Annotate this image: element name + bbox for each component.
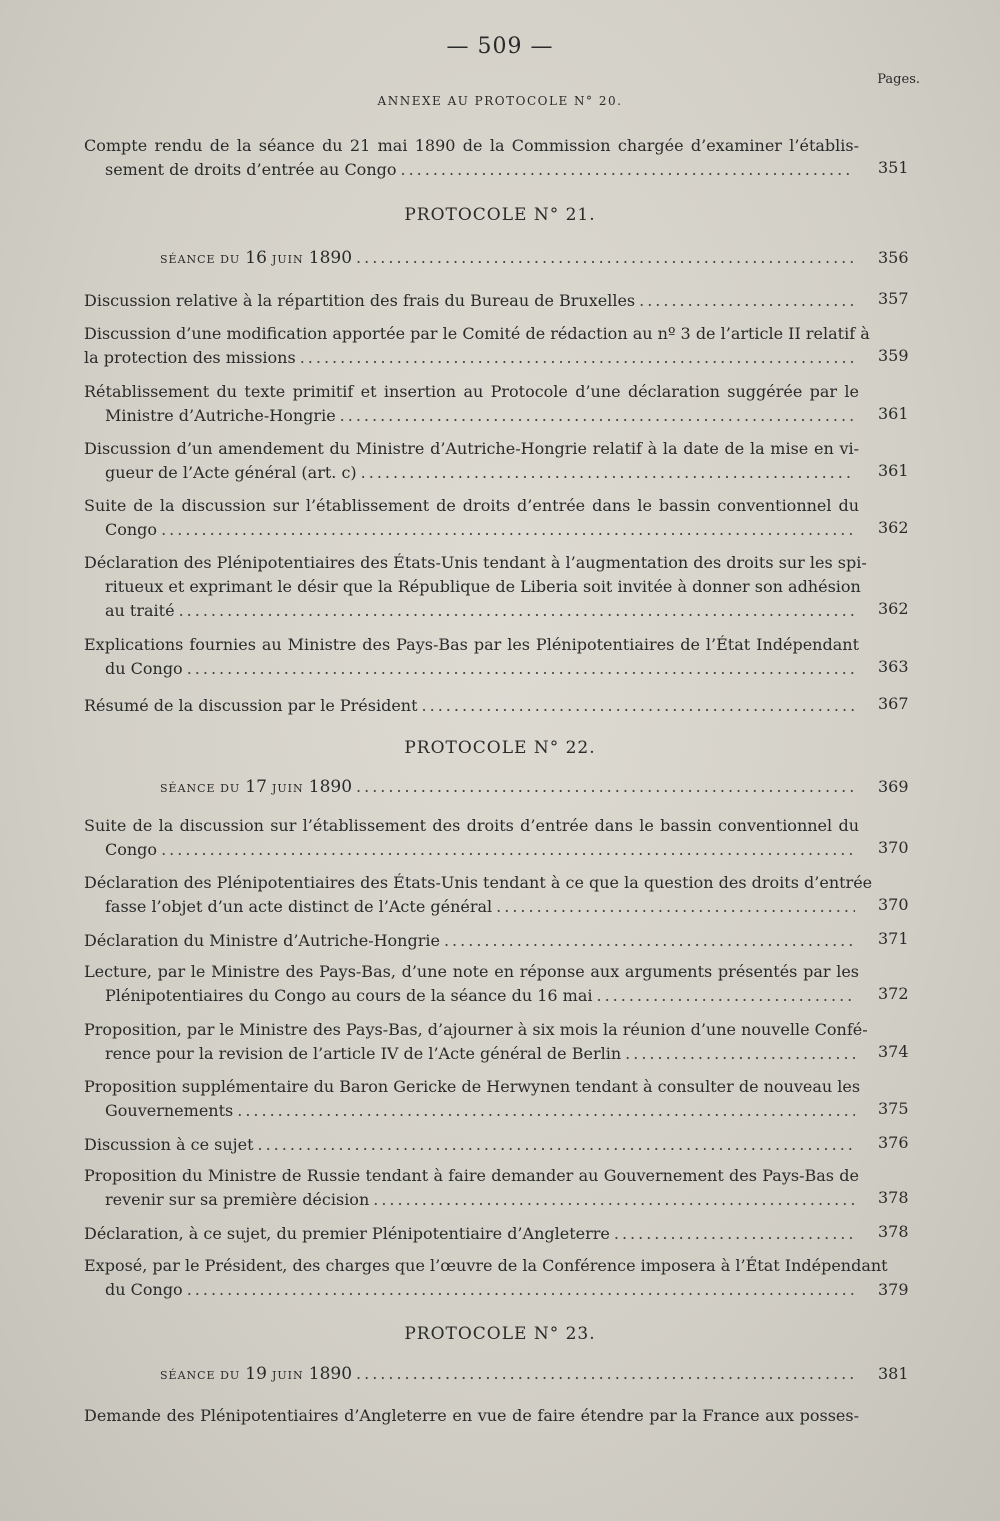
seance-month: JUIN: [272, 253, 304, 266]
protocol-23-heading: PROTOCOLE N° 23.: [404, 1324, 596, 1344]
toc-entry: [84, 814, 859, 862]
page-ref: 372: [878, 984, 909, 1003]
entry-line: Ministre d’Autriche-Hongrie: [105, 406, 336, 425]
toc-entry: [84, 437, 859, 485]
toc-entry: [84, 551, 867, 623]
entry-line: Déclaration, à ce sujet, du premier Plénipotentiaire d’Angleterre: [84, 1224, 610, 1243]
entry-line: rence pour la revision de l’article IV de l’Acte général de Berlin: [105, 1044, 622, 1063]
seance-day: 16: [245, 248, 267, 268]
page-ref: 369: [878, 777, 909, 796]
toc-entry: [84, 1254, 888, 1302]
page-ref: 361: [878, 404, 909, 423]
page-ref: 359: [878, 346, 909, 365]
entry-line: du Congo: [105, 1280, 183, 1299]
entry-line: gueur de l’Acte général (art. c): [105, 463, 357, 482]
annexe-heading: ANNEXE AU PROTOCOLE N° 20.: [377, 94, 623, 108]
page-ref: 375: [878, 1099, 909, 1118]
entry-line: Congo: [105, 840, 158, 859]
seance-line: [160, 248, 859, 268]
entry-line: Discussion d’une modification apportée par le Comité de rédaction au nº 3 de l’article II relatif à: [84, 324, 870, 343]
page-ref: 362: [878, 518, 909, 537]
entry-line: Discussion à ce sujet: [84, 1135, 254, 1154]
seance-year: 1890: [308, 777, 353, 797]
seance-day: 19: [245, 1364, 267, 1384]
page-ref: 362: [878, 599, 909, 618]
page-ref: 370: [878, 838, 909, 857]
page-ref: 363: [878, 657, 909, 676]
entry-line: Rétablissement du texte primitif et insertion au Protocole d’une déclaration suggérée par le: [84, 382, 859, 401]
entry-line: Discussion d’un amendement du Ministre d’Autriche-Hongrie relatif à la date de la mise en vi-: [84, 439, 859, 458]
toc-entry: [84, 1164, 859, 1212]
toc-entry: [84, 134, 859, 182]
entry-line: Exposé, par le Président, des charges que l’œuvre de la Conférence imposera à l’État Indépendant: [84, 1256, 888, 1275]
page-ref: 357: [878, 289, 909, 308]
entry-line: du Congo: [105, 659, 183, 678]
toc-entry: [84, 322, 870, 370]
seance-label: SÉANCE DU: [160, 782, 241, 795]
page-ref: 356: [878, 248, 909, 267]
toc-entry: [84, 871, 873, 919]
entry-line: la protection des missions: [84, 348, 296, 367]
entry-line: Proposition, par le Ministre des Pays-Bas, d’ajourner à six mois la réunion d’une nouvelle Confé-: [84, 1020, 868, 1039]
entry-line: Congo: [105, 520, 158, 539]
toc-entry: [84, 960, 859, 1008]
toc-entry: [84, 1222, 859, 1246]
seance-line: [160, 777, 859, 797]
protocol-21-heading: PROTOCOLE N° 21.: [404, 205, 596, 225]
page-ref: 379: [878, 1280, 909, 1299]
toc-entry: [84, 1075, 859, 1123]
toc-entry: [84, 1133, 859, 1157]
entry-line: Déclaration des Plénipotentiaires des États-Unis tendant à ce que la question des droits d’entrée: [84, 873, 873, 892]
entry-line: Plénipotentiaires du Congo au cours de la séance du 16 mai: [105, 986, 593, 1005]
seance-line: [160, 1364, 859, 1384]
entry-line: ritueux et exprimant le désir que la République de Liberia soit invitée à donner son adhésion: [105, 577, 861, 596]
entry-line: Déclaration des Plénipotentiaires des États-Unis tendant à l’augmentation des droits sur les spi-: [84, 553, 867, 572]
seance-day: 17: [245, 777, 267, 797]
toc-entry: [84, 694, 859, 718]
toc-entry: [84, 494, 859, 542]
entry-line: revenir sur sa première décision: [105, 1190, 370, 1209]
entry-line: Résumé de la discussion par le Président: [84, 696, 418, 715]
page-ref: 378: [878, 1188, 909, 1207]
seance-year: 1890: [308, 248, 353, 268]
page-ref: 376: [878, 1133, 909, 1152]
seance-label: SÉANCE DU: [160, 253, 241, 266]
seance-month: JUIN: [272, 1369, 304, 1382]
pages-column-label: Pages.: [877, 72, 920, 87]
page-ref: 370: [878, 895, 909, 914]
toc-entry: [84, 929, 859, 953]
page-ref: 378: [878, 1222, 909, 1241]
toc-entry: [84, 1018, 868, 1066]
entry-line: au traité: [105, 601, 175, 620]
entry-line: Proposition supplémentaire du Baron Gericke de Herwynen tendant à consulter de nouveau les: [84, 1077, 861, 1096]
seance-label: SÉANCE DU: [160, 1369, 241, 1382]
entry-line: fasse l’objet d’un acte distinct de l’Acte général: [105, 897, 493, 916]
page-ref: 361: [878, 461, 909, 480]
page-ref: 367: [878, 694, 909, 713]
toc-entry: [84, 289, 859, 313]
page-ref: 351: [878, 158, 909, 177]
toc-entry: [84, 633, 859, 681]
page-ref: 381: [878, 1364, 909, 1383]
seance-month: JUIN: [272, 782, 304, 795]
entry-line: sement de droits d’entrée au Congo: [105, 160, 397, 179]
toc-entry: [84, 380, 859, 428]
entry-line: Compte rendu de la séance du 21 mai 1890 de la Commission chargée d’examiner l’établis-: [84, 136, 859, 155]
entry-line: Explications fournies au Ministre des Pays-Bas par les Plénipotentiaires de l’État Indépendant: [84, 635, 859, 654]
entry-line: Déclaration du Ministre d’Autriche-Hongrie: [84, 931, 440, 950]
page-number: — 509 —: [446, 34, 554, 59]
seance-year: 1890: [308, 1364, 353, 1384]
toc-entry: [84, 1404, 859, 1428]
protocol-22-heading: PROTOCOLE N° 22.: [404, 738, 596, 758]
entry-line: Lecture, par le Ministre des Pays-Bas, d’une note en réponse aux arguments présentés par les: [84, 962, 859, 981]
entry-line: Suite de la discussion sur l’établissement des droits d’entrée dans le bassin conventionnel du: [84, 816, 859, 835]
entry-line: Demande des Plénipotentiaires d’Angleterre en vue de faire étendre par la France aux posses-: [84, 1406, 859, 1425]
entry-line: Gouvernements: [105, 1101, 234, 1120]
page-ref: 371: [878, 929, 909, 948]
entry-line: Proposition du Ministre de Russie tendant à faire demander au Gouvernement des Pays-Bas de: [84, 1166, 859, 1185]
entry-line: Discussion relative à la répartition des frais du Bureau de Bruxelles: [84, 291, 636, 310]
page-ref: 374: [878, 1042, 909, 1061]
entry-line: Suite de la discussion sur l’établissement de droits d’entrée dans le bassin conventionnel du: [84, 496, 859, 515]
